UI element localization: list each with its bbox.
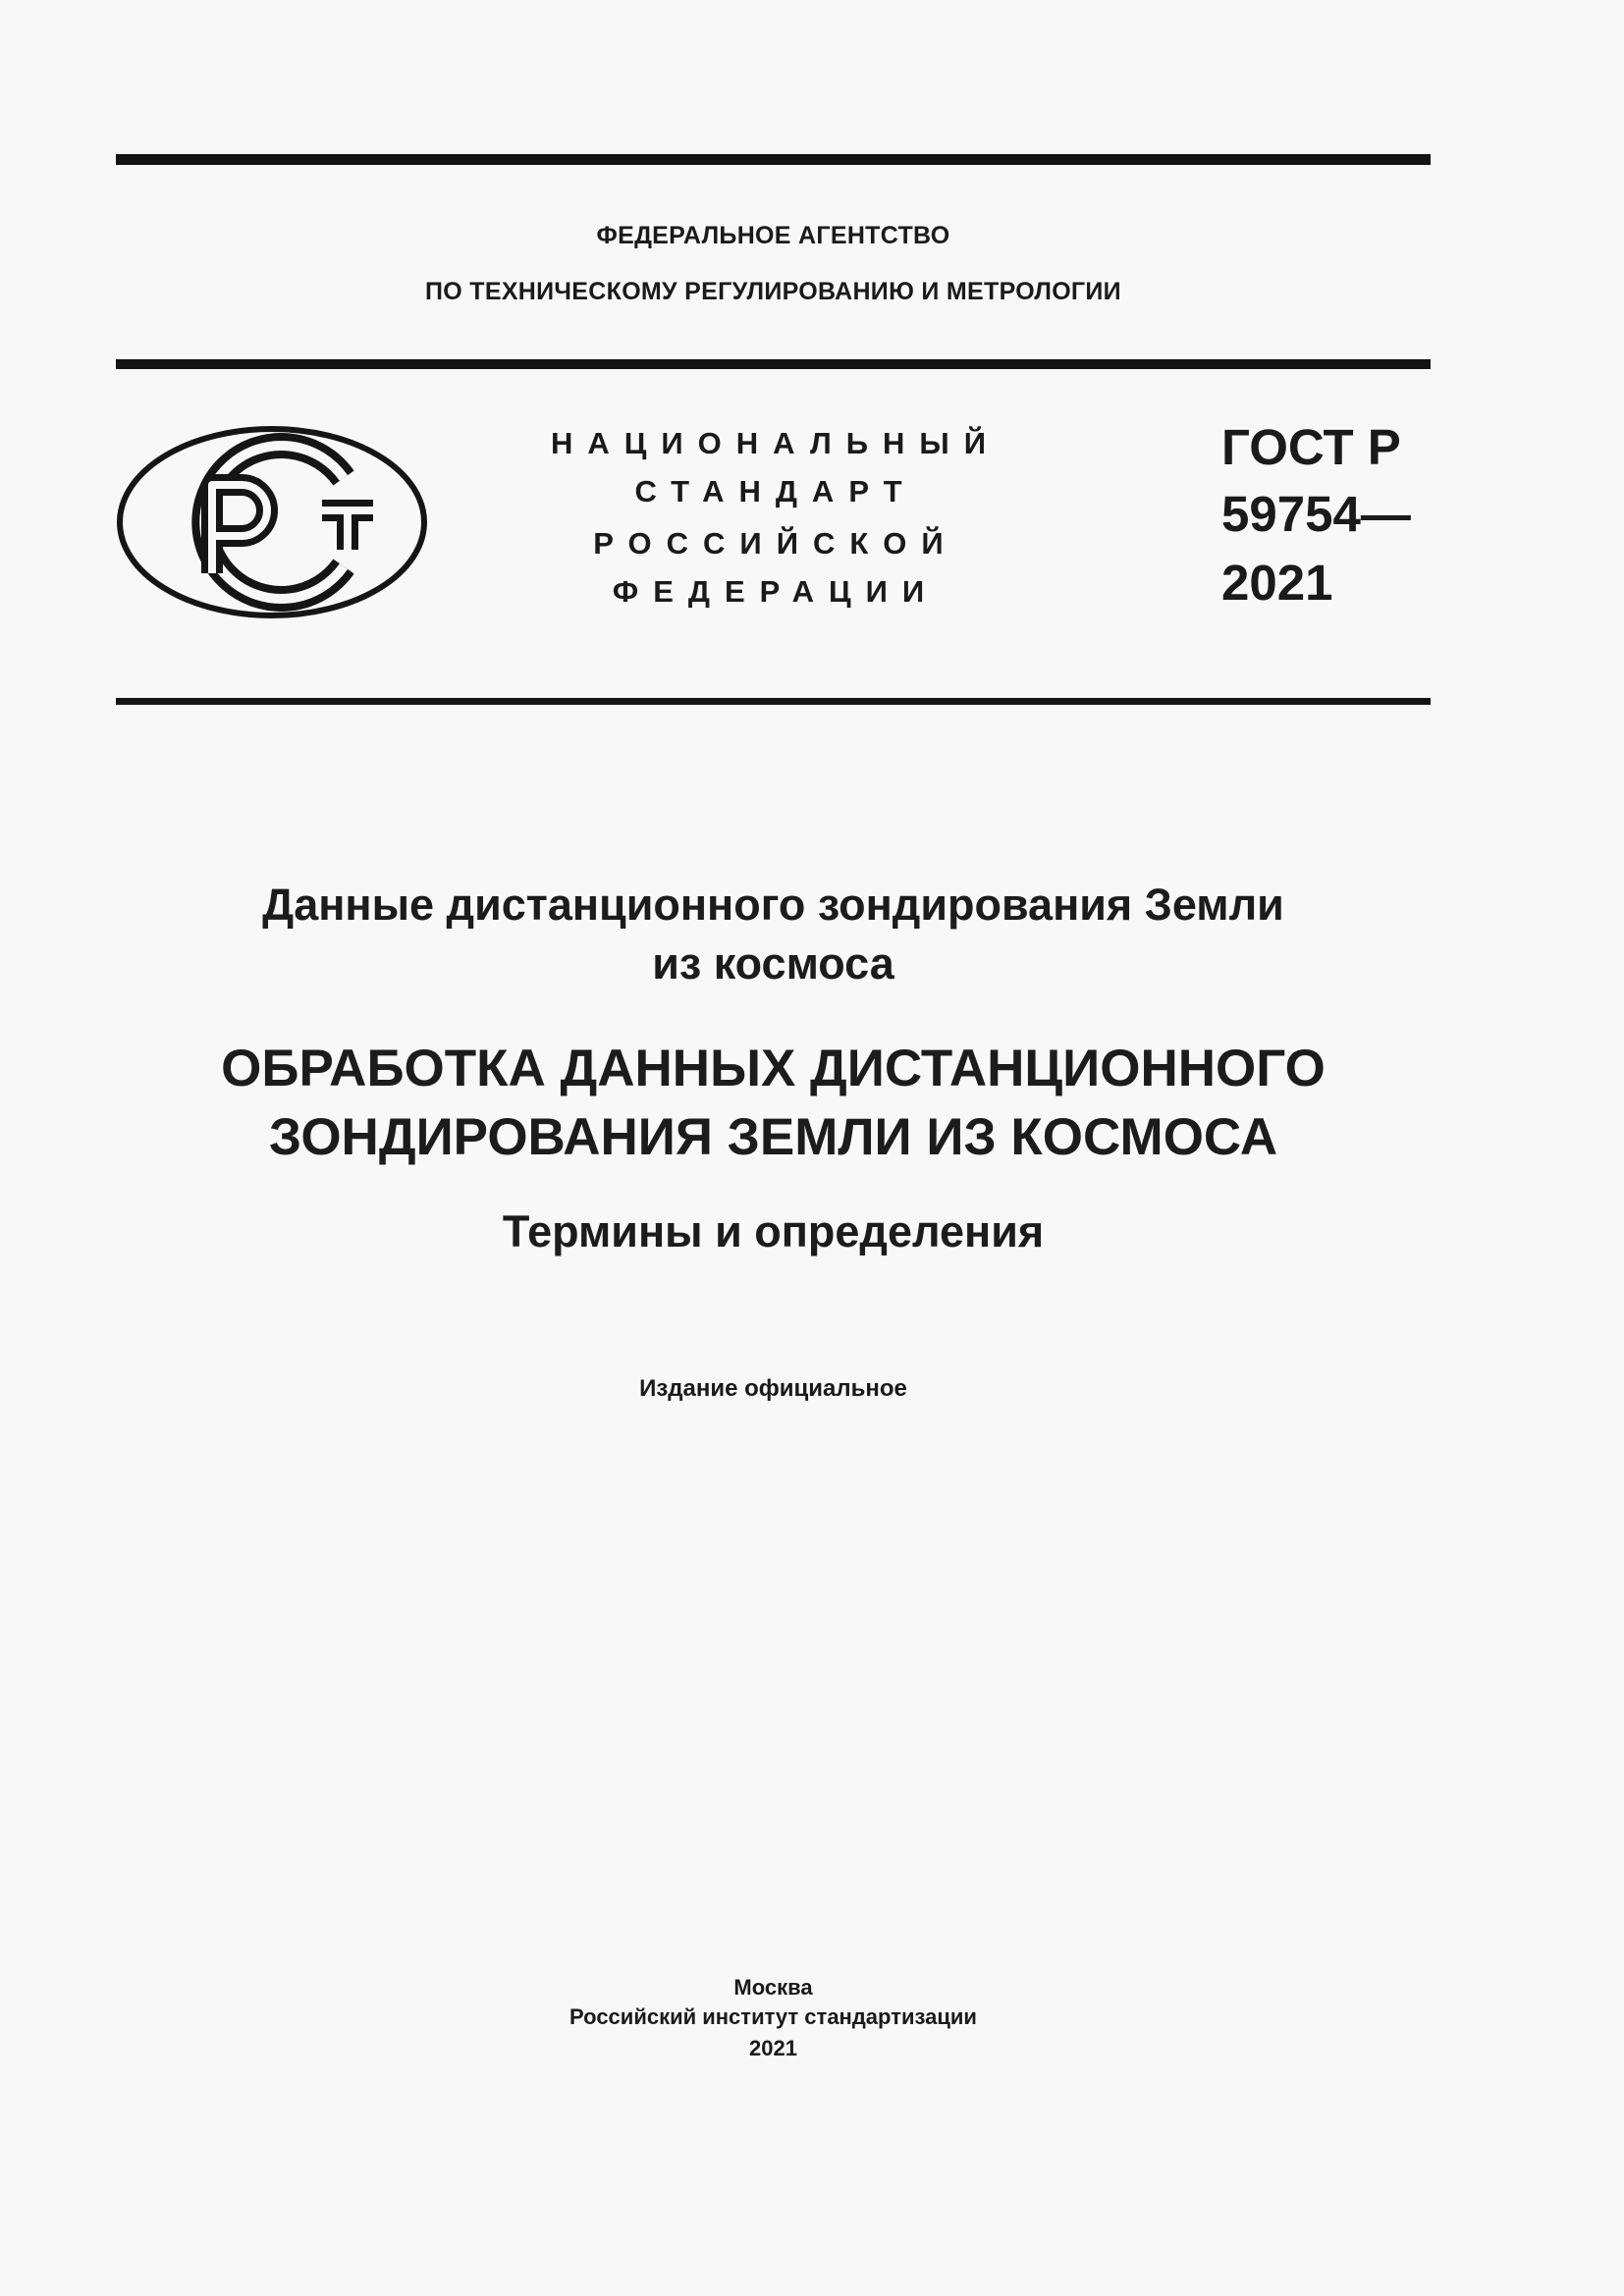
document-title-line-1: ОБРАБОТКА ДАННЫХ ДИСТАНЦИОННОГО <box>221 1040 1326 1097</box>
gost-designation-line-1: ГОСТ Р <box>1221 419 1401 475</box>
document-subtitle-line-2: из космоса <box>652 938 894 988</box>
agency-name-line-1: ФЕДЕРАЛЬНОЕ АГЕНТСТВО <box>596 222 950 249</box>
national-standard-label-line-3: РОССИЙСКОЙ <box>593 526 958 561</box>
rst-certification-mark-icon <box>116 424 428 620</box>
edition-label: Издание официальное <box>639 1375 907 1402</box>
imprint-year: 2021 <box>749 2036 797 2060</box>
document-subtitle-line-1: Данные дистанционного зондирования Земли <box>262 880 1284 930</box>
gost-designation-line-2: 59754— <box>1221 486 1411 542</box>
national-standard-label-line-1: НАЦИОНАЛЬНЫЙ <box>550 426 1001 460</box>
header-rule <box>116 359 1431 369</box>
national-standard-label-line-4: ФЕДЕРАЦИИ <box>612 574 940 609</box>
top-rule <box>116 154 1431 165</box>
imprint-publisher: Российский институт стандартизации <box>569 2004 977 2029</box>
imprint-city: Москва <box>733 1975 813 2000</box>
national-standard-label-line-2: СТАНДАРТ <box>634 474 917 508</box>
agency-name-line-2: ПО ТЕХНИЧЕСКОМУ РЕГУЛИРОВАНИЮ И МЕТРОЛОГИИ <box>425 278 1121 305</box>
document-title-line-2: ЗОНДИРОВАНИЯ ЗЕМЛИ ИЗ КОСМОСА <box>268 1108 1278 1166</box>
header-bottom-rule <box>116 698 1431 705</box>
document-terms-heading: Термины и определения <box>502 1206 1045 1256</box>
gost-designation-line-3: 2021 <box>1221 555 1333 611</box>
